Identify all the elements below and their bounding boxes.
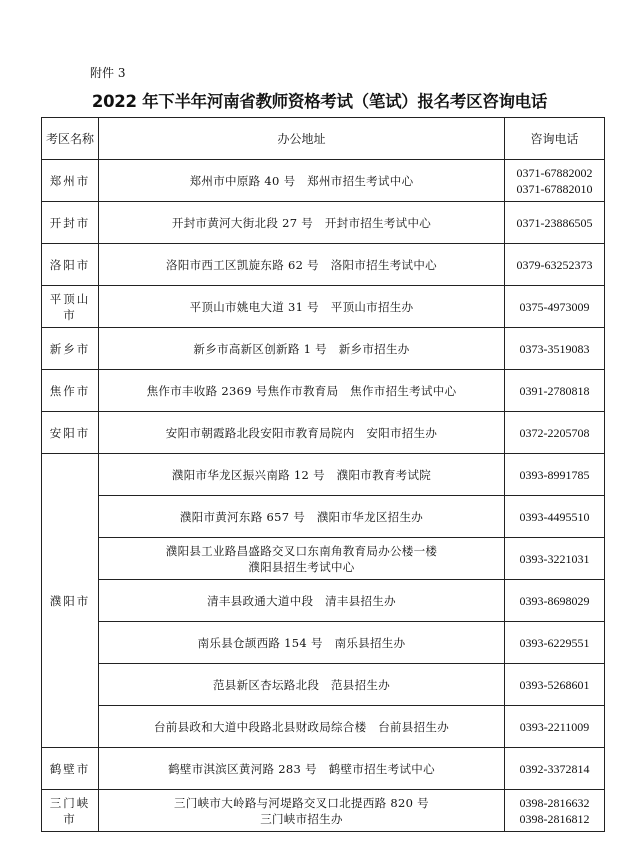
phone-number: 0373-3519083	[519, 341, 590, 356]
phone-cell	[505, 244, 605, 286]
address-line: 濮阳县招生考试中心	[248, 559, 355, 574]
phone-number: 0398-2816632	[519, 795, 590, 810]
address-line: 洛阳市西工区凯旋东路 62 号 洛阳市招生考试中心	[166, 257, 437, 272]
table-row	[42, 412, 605, 454]
phone-cell	[505, 454, 605, 496]
table-row	[42, 244, 605, 286]
table-row	[42, 790, 605, 832]
address-cell	[99, 496, 505, 538]
phone-cell	[505, 160, 605, 202]
address-cell	[99, 706, 505, 748]
address-cell	[99, 790, 505, 832]
phone-cell	[505, 664, 605, 706]
region-cell: 鹤壁市	[42, 748, 99, 790]
attachment-label: 附件 3	[90, 66, 126, 80]
table-row	[42, 538, 605, 580]
table-row	[42, 580, 605, 622]
header-region: 考区名称	[42, 118, 99, 160]
address-cell	[99, 328, 505, 370]
region-cell: 平顶山市	[42, 286, 99, 328]
table-row	[42, 202, 605, 244]
address-cell	[99, 412, 505, 454]
address-line: 濮阳市华龙区振兴南路 12 号 濮阳市教育考试院	[171, 467, 432, 482]
phone-number: 0393-5268601	[519, 677, 590, 692]
address-line: 鹤壁市淇滨区黄河路 283 号 鹤壁市招生考试中心	[168, 761, 435, 776]
contact-table	[41, 117, 605, 832]
region-cell: 安阳市	[42, 412, 99, 454]
phone-cell	[505, 370, 605, 412]
address-line: 濮阳市黄河东路 657 号 濮阳市华龙区招生办	[179, 509, 424, 524]
address-cell	[99, 538, 505, 580]
phone-number: 0393-2211009	[519, 719, 590, 734]
phone-number: 0371-67882002	[516, 165, 593, 180]
phone-cell	[505, 328, 605, 370]
address-line: 安阳市朝霞路北段安阳市教育局院内 安阳市招生办	[165, 425, 438, 440]
table-row	[42, 664, 605, 706]
table-row	[42, 706, 605, 748]
address-cell	[99, 160, 505, 202]
phone-number: 0372-2205708	[519, 425, 590, 440]
phone-number: 0391-2780818	[519, 383, 590, 398]
phone-number: 0393-8991785	[519, 467, 590, 482]
phone-cell	[505, 790, 605, 832]
address-line: 平顶山市姚电大道 31 号 平顶山市招生办	[189, 299, 414, 314]
address-cell	[99, 370, 505, 412]
phone-cell	[505, 580, 605, 622]
phone-number: 0371-23886505	[516, 215, 593, 230]
address-line: 三门峡市大岭路与河堤路交叉口北提西路 820 号	[174, 795, 429, 810]
address-line: 清丰县政通大道中段 清丰县招生办	[207, 593, 396, 608]
address-cell	[99, 580, 505, 622]
region-cell: 焦作市	[42, 370, 99, 412]
phone-cell	[505, 412, 605, 454]
table-row	[42, 622, 605, 664]
phone-cell	[505, 622, 605, 664]
region-cell: 郑州市	[42, 160, 99, 202]
phone-number: 0375-4973009	[519, 299, 590, 314]
header-phone: 咨询电话	[505, 118, 605, 160]
address-cell	[99, 244, 505, 286]
phone-number: 0393-4495510	[519, 509, 590, 524]
phone-number: 0393-6229551	[519, 635, 590, 650]
table-header-row	[42, 118, 605, 160]
address-line: 濮阳县工业路昌盛路交叉口东南角教育局办公楼一楼	[165, 543, 438, 558]
phone-number: 0379-63252373	[516, 257, 593, 272]
address-cell	[99, 748, 505, 790]
address-cell	[99, 202, 505, 244]
document-title: 2022 年下半年河南省教师资格考试（笔试）报名考区咨询电话	[91, 92, 548, 111]
address-cell	[99, 622, 505, 664]
phone-number: 0398-2816812	[519, 811, 590, 826]
address-cell	[99, 454, 505, 496]
table-row	[42, 370, 605, 412]
address-cell	[99, 286, 505, 328]
region-cell: 洛阳市	[42, 244, 99, 286]
address-cell	[99, 664, 505, 706]
region-cell: 濮阳市	[42, 454, 99, 748]
table-row	[42, 160, 605, 202]
address-line: 三门峡市招生办	[260, 811, 343, 826]
address-line: 焦作市丰收路 2369 号焦作市教育局 焦作市招生考试中心	[146, 383, 457, 398]
phone-number: 0392-3372814	[519, 761, 590, 776]
table-body	[42, 160, 605, 832]
address-line: 开封市黄河大街北段 27 号 开封市招生考试中心	[171, 215, 432, 230]
region-cell: 三门峡市	[42, 790, 99, 832]
address-line: 台前县政和大道中段路北县财政局综合楼 台前县招生办	[154, 719, 449, 734]
address-line: 南乐县仓颉西路 154 号 南乐县招生办	[197, 635, 406, 650]
phone-cell	[505, 748, 605, 790]
table-row	[42, 328, 605, 370]
region-cell: 新乡市	[42, 328, 99, 370]
phone-cell	[505, 286, 605, 328]
phone-cell	[505, 538, 605, 580]
address-line: 新乡市高新区创新路 1 号 新乡市招生办	[193, 341, 410, 356]
address-line: 郑州市中原路 40 号 郑州市招生考试中心	[189, 173, 414, 188]
table-row	[42, 454, 605, 496]
table-row	[42, 286, 605, 328]
phone-cell	[505, 496, 605, 538]
phone-number: 0393-3221031	[519, 551, 590, 566]
header-address: 办公地址	[99, 118, 505, 160]
table-row	[42, 496, 605, 538]
phone-cell	[505, 202, 605, 244]
phone-cell	[505, 706, 605, 748]
phone-number: 0371-67882010	[516, 181, 593, 196]
phone-number: 0393-8698029	[519, 593, 590, 608]
region-cell: 开封市	[42, 202, 99, 244]
table-row	[42, 748, 605, 790]
address-line: 范县新区杏坛路北段 范县招生办	[213, 677, 390, 692]
